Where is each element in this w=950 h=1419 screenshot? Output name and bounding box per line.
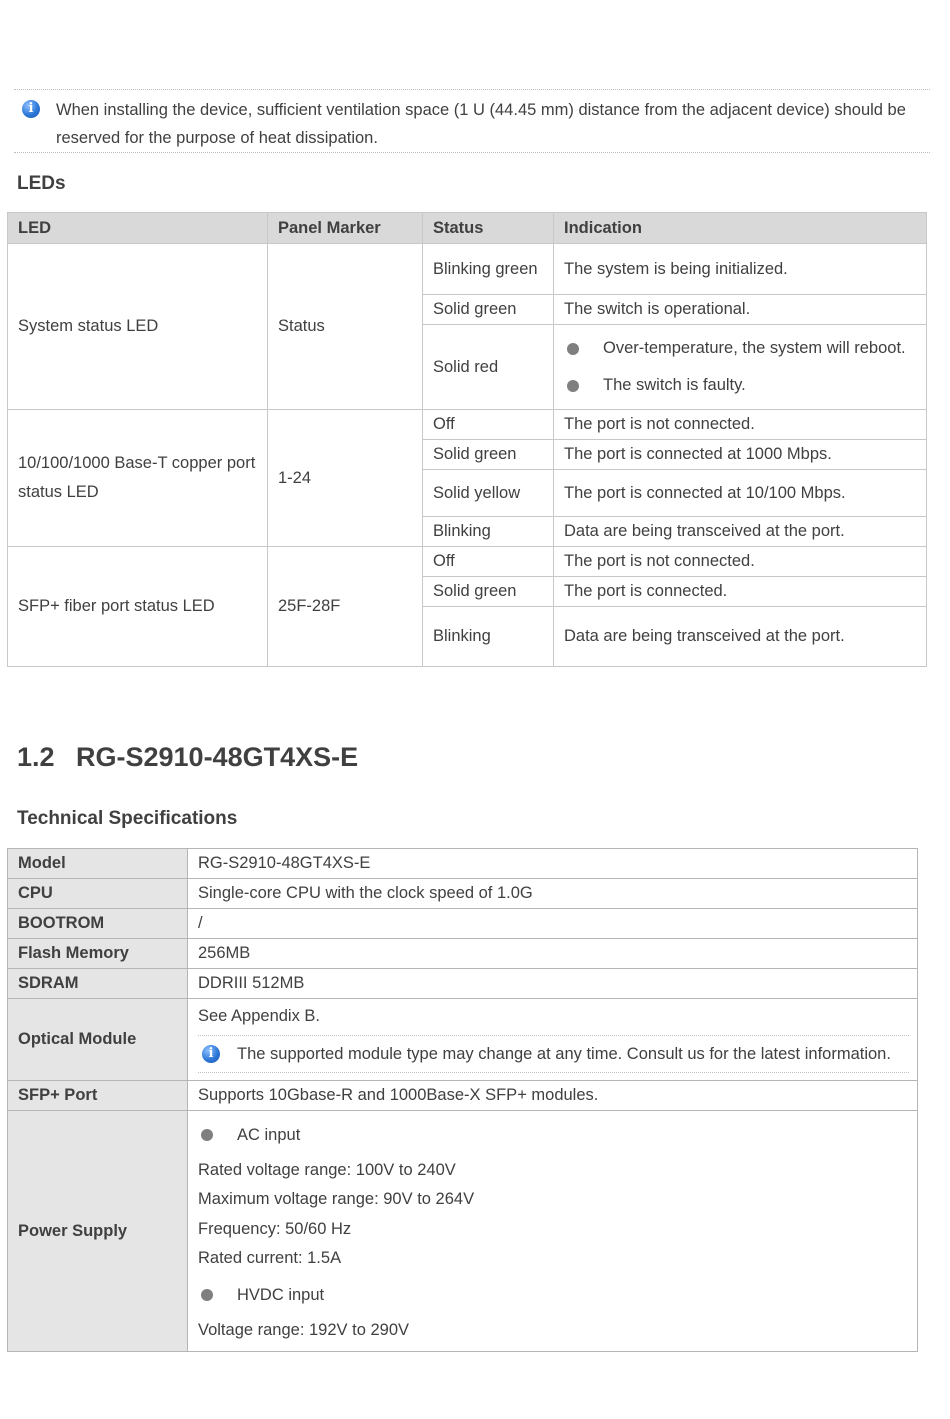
table-row [8,909,918,939]
status-cell: Blinking green [423,244,554,295]
indication-cell: The switch is operational. [554,295,927,325]
col-header-indication: Indication [554,213,927,244]
col-header-led: LED [8,213,268,244]
optical-note-text: The supported module type may change at any time. Consult us for the latest information. [237,1044,891,1063]
table-row [8,969,918,999]
col-header-status: Status [423,213,554,244]
spec-key: CPU [8,879,188,909]
table-row [8,849,918,879]
spec-value: 256MB [188,939,918,969]
power-line: Frequency: 50/60 Hz [198,1219,352,1238]
table-row [8,939,918,969]
spec-value: DDRIII 512MB [188,969,918,999]
status-cell: Blinking [423,607,554,667]
indication-cell: The port is connected. [554,577,927,607]
indication-cell: The system is being initialized. [554,244,927,295]
spec-value [188,1111,918,1352]
note-text: When installing the device, sufficient ventilation space (1 U (44.45 mm) distance from the adjacent device) should be reserved for the purpose of heat dissipation. [56,101,906,147]
spec-value [188,999,918,1081]
table-row [8,879,918,909]
leds-heading: LEDs [17,173,66,194]
optical-value: See Appendix B. [198,1006,321,1025]
indication-cell [554,325,927,410]
status-cell: Off [423,410,554,440]
spec-key: SDRAM [8,969,188,999]
info-icon: i [202,1045,220,1063]
table-row [8,1081,918,1111]
indication-cell: The port is connected at 1000 Mbps. [554,440,927,470]
panel-marker: 25F-28F [268,547,423,667]
led-name: System status LED [8,244,268,410]
optical-note [198,1035,909,1073]
indication-cell: The port is connected at 10/100 Mbps. [554,470,927,517]
indication-cell: Data are being transceived at the port. [554,607,927,667]
status-cell: Blinking [423,517,554,547]
tech-spec-heading: Technical Specifications [17,808,238,829]
spec-table [7,848,918,1352]
table-row [8,244,927,295]
spec-value: Single-core CPU with the clock speed of 1.0G [188,879,918,909]
table-row [8,410,927,440]
table-row [8,1111,918,1352]
indication-cell: Data are being transceived at the port. [554,517,927,547]
indication-cell: The port is not connected. [554,410,927,440]
status-cell: Solid green [423,577,554,607]
status-cell: Solid green [423,440,554,470]
led-table [7,212,927,667]
table-row [8,547,927,577]
power-line: Rated current: 1.5A [198,1249,342,1268]
bullet-item: Over-temperature, the system will reboot. [564,330,916,367]
spec-key: Model [8,849,188,879]
col-header-panel-marker: Panel Marker [268,213,423,244]
bullet-item: HVDC input [198,1277,907,1313]
section-heading [17,742,358,773]
led-name: 10/100/1000 Base-T copper port status LED [8,410,268,547]
spec-key: BOOTROM [8,909,188,939]
spec-value: Supports 10Gbase-R and 1000Base-X SFP+ modules. [188,1081,918,1111]
panel-marker: 1-24 [268,410,423,547]
panel-marker: Status [268,244,423,410]
status-cell: Solid green [423,295,554,325]
spec-key: Optical Module [8,999,188,1081]
spec-value: / [188,909,918,939]
power-line: Maximum voltage range: 90V to 264V [198,1190,475,1209]
section-number: 1.2 [17,742,55,772]
led-name: SFP+ fiber port status LED [8,547,268,667]
spec-key: Flash Memory [8,939,188,969]
spec-key: SFP+ Port [8,1081,188,1111]
power-line: Rated voltage range: 100V to 240V [198,1160,456,1179]
section-title: RG-S2910-48GT4XS-E [76,742,359,772]
spec-key: Power Supply [8,1111,188,1352]
ventilation-note [14,89,930,153]
status-cell: Solid yellow [423,470,554,517]
indication-cell: The port is not connected. [554,547,927,577]
spec-value: RG-S2910-48GT4XS-E [188,849,918,879]
bullet-item: AC input [198,1117,907,1153]
power-line: Voltage range: 192V to 290V [198,1320,410,1339]
info-icon: i [22,100,40,118]
table-row [8,999,918,1081]
status-cell: Off [423,547,554,577]
table-header-row [8,213,927,244]
status-cell: Solid red [423,325,554,410]
bullet-item: The switch is faulty. [564,367,916,404]
